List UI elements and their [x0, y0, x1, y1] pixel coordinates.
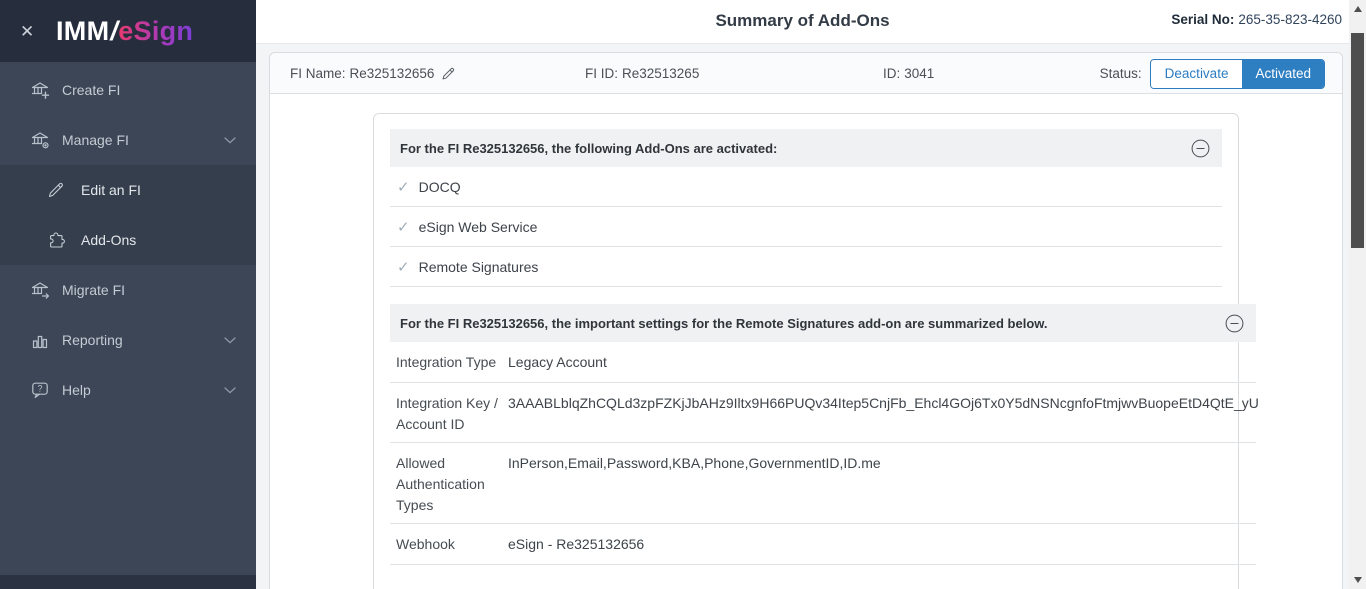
- fi-name-label: FI Name:: [290, 66, 346, 81]
- fi-name-field: [290, 53, 456, 94]
- activated-addons-header-text: For the FI Re325132656, the following Add-Ons are activated:: [400, 140, 778, 156]
- table-row: [390, 383, 1259, 443]
- addon-list-item: [390, 207, 1222, 247]
- collapse-section-icon[interactable]: [1225, 314, 1244, 333]
- status-toggle: [1150, 59, 1325, 89]
- sidebar-item-label: Create FI: [62, 82, 121, 98]
- fi-id-label: FI ID:: [585, 66, 618, 81]
- serial-number-value: 265-35-823-4260: [1238, 12, 1342, 27]
- sidebar-item-label: Add-Ons: [81, 232, 137, 248]
- status-group: [1100, 53, 1325, 94]
- section-gap: [390, 287, 1222, 304]
- bank-plus-icon: [30, 80, 50, 100]
- sidebar-item-reporting[interactable]: [0, 315, 256, 365]
- manage-fi-submenu: [0, 165, 256, 265]
- setting-label: Integration Key / Account ID: [396, 395, 498, 432]
- top-bar: [256, 0, 1349, 44]
- serial-number-label: Serial No:: [1171, 12, 1235, 27]
- bank-gear-icon: [30, 130, 50, 150]
- addon-list-item: [390, 167, 1222, 207]
- setting-value: 3AAABLblqZhCQLd3zpFZKjJbAHz9Iltx9H66PUQv34Itep5CnjFb_Ehcl4GOj6Tx0Y5dNSNcgnfoFtmjwvBuopeEtD4QtE_yU: [508, 395, 1259, 411]
- settings-summary-header-text: For the FI Re325132656, the important settings for the Remote Signatures add-on are summarized below.: [400, 315, 1048, 331]
- deactivate-button[interactable]: Deactivate: [1151, 60, 1243, 88]
- sidebar-item-label: Help: [62, 382, 91, 398]
- settings-summary-header: [390, 304, 1256, 342]
- table-row: [390, 443, 1256, 524]
- activated-addons-header: [390, 129, 1222, 167]
- id-value: 3041: [904, 66, 935, 81]
- serial-number: [1171, 12, 1342, 27]
- app-logo: [56, 16, 193, 47]
- addon-name: Remote Signatures: [418, 258, 539, 275]
- check-icon: ✓: [397, 218, 410, 236]
- puzzle-icon: [47, 231, 65, 249]
- remote-signatures-settings: [390, 304, 1259, 565]
- page-title: Summary of Add-Ons: [715, 11, 890, 30]
- bar-chart-icon: [30, 330, 50, 350]
- setting-label: Webhook: [396, 536, 455, 552]
- logo-slash: /: [110, 15, 119, 46]
- pencil-icon: [47, 181, 65, 199]
- sidebar-item-manage-fi[interactable]: [0, 115, 256, 165]
- sidebar-menu: [0, 62, 256, 415]
- fi-id-field: [585, 53, 699, 94]
- chevron-down-icon: [224, 387, 236, 394]
- id-field: [883, 53, 934, 94]
- setting-label: Allowed Authentication Types: [396, 455, 485, 513]
- setting-value: Legacy Account: [508, 354, 607, 370]
- scroll-down-arrow-icon[interactable]: [1354, 577, 1362, 583]
- setting-value: InPerson,Email,Password,KBA,Phone,GovernmentID,ID.me: [508, 455, 881, 471]
- check-icon: ✓: [397, 178, 410, 196]
- fi-name-value: Re325132656: [349, 66, 435, 81]
- collapse-section-icon[interactable]: [1191, 139, 1210, 158]
- setting-value: eSign - Re325132656: [508, 536, 645, 552]
- logo-esign-text: eSign: [118, 15, 194, 46]
- addon-name: eSign Web Service: [418, 218, 538, 235]
- sidebar: [0, 0, 256, 589]
- sidebar-item-add-ons[interactable]: [0, 215, 256, 265]
- addons-panel: [373, 113, 1259, 589]
- logo-imm-text: IMM: [56, 15, 110, 46]
- help-bubble-icon: [30, 380, 50, 400]
- setting-label: Integration Type: [396, 354, 497, 370]
- bank-arrow-icon: [30, 280, 50, 300]
- chevron-down-icon: [224, 337, 236, 344]
- scrollbar-thumb[interactable]: [1351, 33, 1364, 248]
- activated-button[interactable]: Activated: [1242, 60, 1324, 88]
- sidebar-item-create-fi[interactable]: [0, 65, 256, 115]
- sidebar-item-migrate-fi[interactable]: [0, 265, 256, 315]
- sidebar-item-label: Reporting: [62, 332, 123, 348]
- sidebar-logo-bar: [0, 0, 256, 62]
- sidebar-item-label: Edit an FI: [81, 182, 141, 198]
- sidebar-item-edit-an-fi[interactable]: [0, 165, 256, 215]
- check-icon: ✓: [397, 258, 410, 276]
- edit-fi-name-icon[interactable]: [441, 66, 456, 81]
- sidebar-item-label: Manage FI: [62, 132, 129, 148]
- fi-info-bar: [270, 53, 1342, 94]
- table-row: [390, 524, 1256, 565]
- sidebar-item-help[interactable]: [0, 365, 256, 415]
- id-label: ID:: [883, 66, 901, 81]
- sidebar-close-icon[interactable]: ✕: [20, 21, 35, 41]
- sidebar-item-label: Migrate FI: [62, 282, 126, 298]
- chevron-down-icon: [224, 137, 236, 144]
- sidebar-footer: [0, 575, 256, 589]
- status-label: Status:: [1099, 66, 1142, 81]
- vertical-scrollbar[interactable]: [1349, 0, 1366, 589]
- fi-id-value: Re32513265: [622, 66, 700, 81]
- svg-text:?: ?: [37, 383, 43, 394]
- content-area: [256, 44, 1349, 589]
- table-row: [390, 342, 1256, 383]
- addon-list-item: [390, 247, 1222, 287]
- scroll-up-arrow-icon[interactable]: [1354, 6, 1362, 12]
- fi-summary-card: [269, 52, 1343, 589]
- addon-name: DOCQ: [418, 178, 461, 195]
